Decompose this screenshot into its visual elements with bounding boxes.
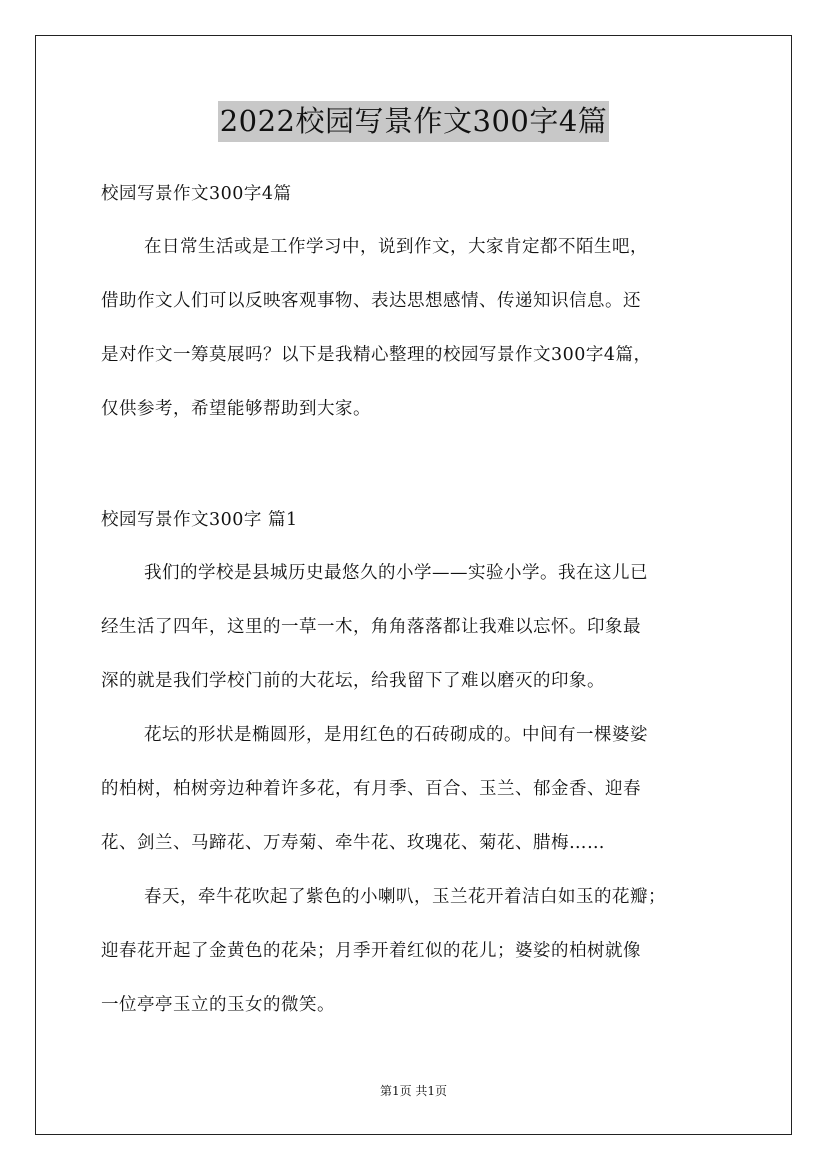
page-footer: 第1页 共1页 <box>379 1084 448 1098</box>
intro-line: 在日常生活或是工作学习中，说到作文，大家肯定都不陌生吧， <box>144 237 648 257</box>
paragraph-line: 经生活了四年，这里的一草一木，角角落落都让我难以忘怀。印象最 <box>101 617 641 637</box>
paragraph-line: 的柏树，柏树旁边种着许多花，有月季、百合、玉兰、郁金香、迎春 <box>101 779 641 799</box>
section-body <box>101 546 741 1032</box>
section-heading: 校园写景作文300字 篇1 <box>101 510 298 530</box>
intro-paragraph <box>101 220 741 436</box>
intro-line: 仅供参考，希望能够帮助到大家。 <box>101 399 371 419</box>
paragraph-line: 花、剑兰、马蹄花、万寿菊、牵牛花、玫瑰花、菊花、腊梅…… <box>101 833 605 853</box>
document-subtitle: 校园写景作文300字4篇 <box>101 184 292 204</box>
paragraph-line: 花坛的形状是椭圆形，是用红色的石砖砌成的。中间有一棵婆娑 <box>144 725 648 745</box>
paragraph-line: 春天，牵牛花吹起了紫色的小喇叭，玉兰花开着洁白如玉的花瓣； <box>144 887 666 907</box>
paragraph-line: 深的就是我们学校门前的大花坛，给我留下了难以磨灭的印象。 <box>101 671 605 691</box>
document-title: 2022校园写景作文300字4篇 <box>218 101 610 142</box>
title-container <box>0 101 827 142</box>
paragraph-line: 一位亭亭玉立的玉女的微笑。 <box>101 995 335 1015</box>
paragraph-line: 迎春花开起了金黄色的花朵；月季开着红似的花儿；婆娑的柏树就像 <box>101 941 641 961</box>
intro-line: 是对作文一筹莫展吗？以下是我精心整理的校园写景作文300字4篇， <box>101 345 652 365</box>
paragraph-line: 我们的学校是县城历史最悠久的小学——实验小学。我在这儿已 <box>144 563 648 583</box>
intro-line: 借助作文人们可以反映客观事物、表达思想感情、传递知识信息。还 <box>101 291 641 311</box>
